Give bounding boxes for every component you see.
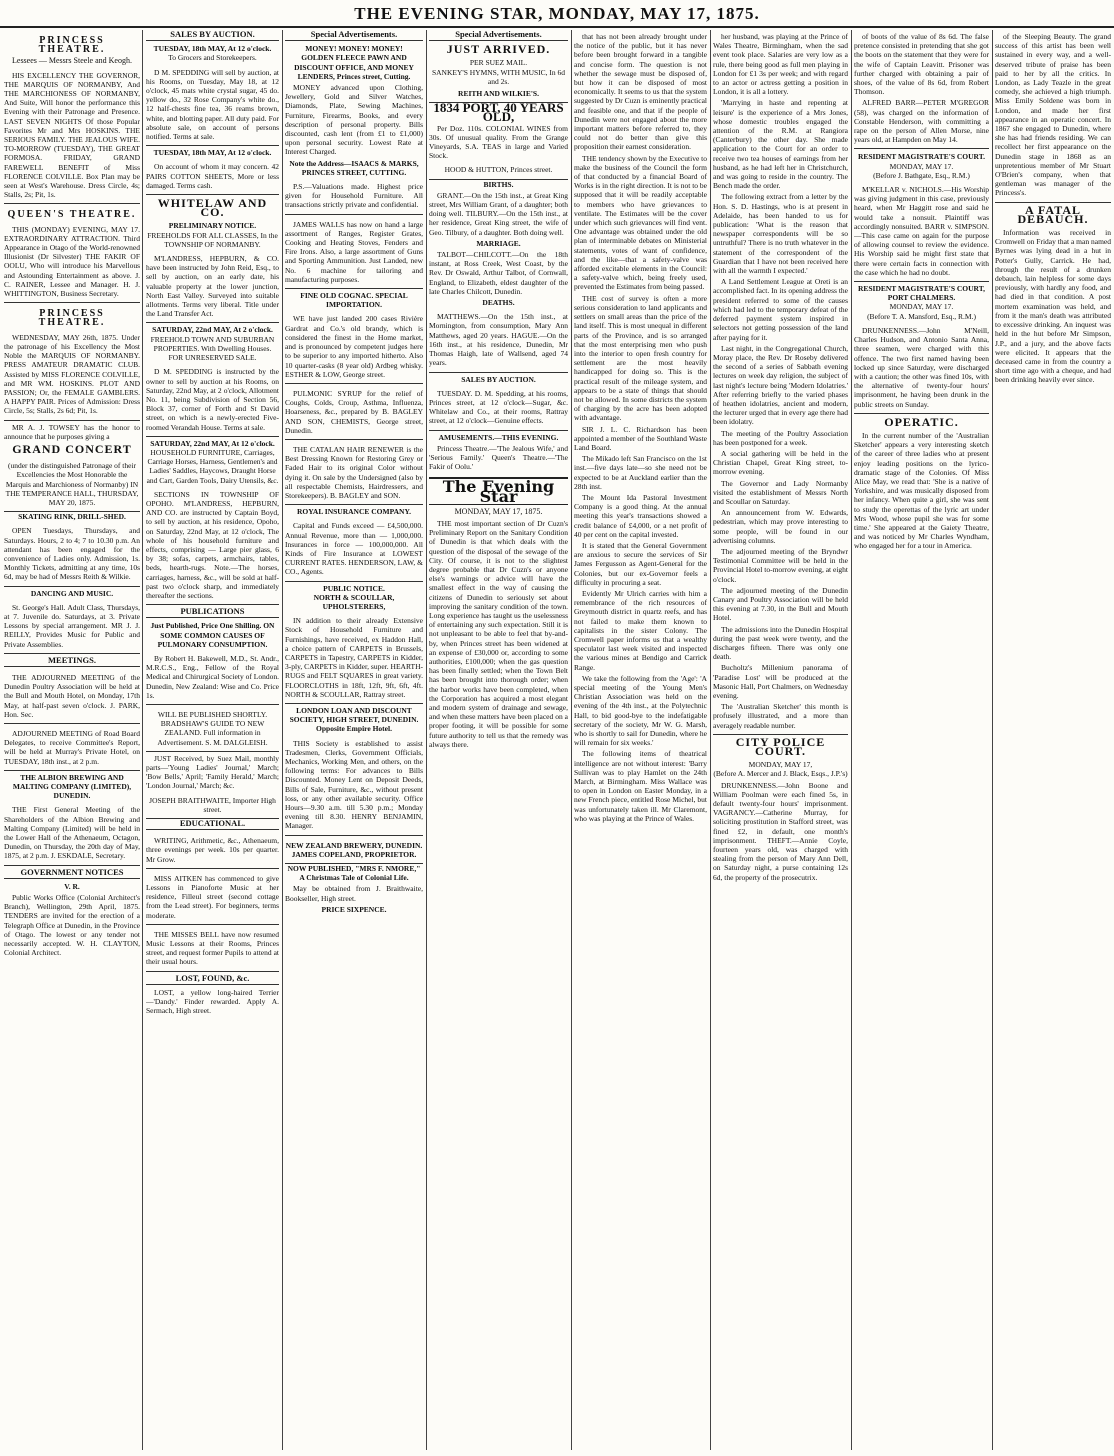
braithwaite-signature: JOSEPH BRAITHWAITE, Importer High street. — [146, 793, 279, 819]
auction-5-title: HOUSEHOLD FURNITURE, Carriages, Carriage Horses, Harness, Gentlemen's and Ladies' Saddles, Haycows, Draught Horse and Cart, Garden Tools, Dairy Utensils, &c. — [146, 447, 279, 485]
auction-1-date: TUESDAY, 18th MAY, At 12 o'clock. — [153, 44, 272, 54]
column-5-editorial — [574, 30, 707, 1450]
amusements-heading: AMUSEMENTS.—THIS EVENING. — [438, 432, 559, 442]
london-loan-heading: LONDON LOAN AND DISCOUNT SOCIETY, HIGH STREET, DUNEDIN. Opposite Empire Hotel. — [289, 706, 419, 734]
auction-2-date: TUESDAY, 18th MAY, At 12 o'clock. — [153, 148, 272, 158]
port-wine-body: Per Doz. 110s. COLONIAL WINES from 30s. Of unusual quality. From the Grange Vineyards, S.A. TEAS in large and Varied Stock. — [429, 123, 568, 161]
pulmonic-syrup-ad: PULMONIC SYRUP for the relief of Coughs, Colds, Croup, Asthma, Influenza, Hoarseness, &c., prepared by B. BAGLEY AND SON, CHEMISTS, George street, Dunedin. — [285, 386, 423, 440]
auction-1-body: D M. SPEDDING will sell by auction, at his Rooms, on Tuesday, May 18, at 12 o'clock, 45 mats white crystal sugar, 45 do. yellow do., 32 Rose Company's white do., 12 half-chests fine tea, 36 reams brown, white, and blotting paper. All duty paid. For absolute sale, on account of persons notified. Terms at sale. — [146, 65, 279, 147]
news-item: Evidently Mr Ulrich carries with him a remembrance of the rich resources of Greymouth district in quartz reefs, and has not failed to make them known to capitalists in the sister Colony. The Cromwell paper informs us that a wealthy speculator last week visited and inspected the various mines at Bendigo and Carrick Range. — [574, 588, 707, 672]
police-court-date: MONDAY, MAY 17, — [748, 760, 813, 770]
sales-by-auction-heading: SALES BY AUCTION. — [146, 30, 279, 41]
news-item: SIR J. L. C. Richardson has been appointed a member of the Southland Waste Land Board. — [574, 424, 707, 452]
births-body: GRANT.—On the 15th inst., at Great King street, Mrs William Grant, of a daughter; both doing well. TILBURY.—On the 15th inst., at her residence, Great King street, the wife of Geo. Tilbury, of a daughter. Both doing well. — [429, 190, 568, 237]
police-court-bench: (Before A. Mercer and J. Black, Esqs., J.P.'s) — [713, 769, 848, 779]
preliminary-notice: PRELIMINARY NOTICE. — [168, 221, 257, 231]
column-divider — [426, 30, 427, 1450]
queens-theatre-heading: QUEEN'S THEATRE. — [7, 209, 137, 221]
isaacs-marks-body: P.S.—Valuations made. Highest price given for Household Furniture. All transactions strictly private and confidential. — [285, 179, 423, 215]
government-notices-heading: GOVERNMENT NOTICES — [4, 868, 140, 879]
leader-dateline: MONDAY, MAY 17, 1875. — [454, 506, 543, 516]
news-item: of boots of the value of 8s 6d. The false pretence consisted in pretending that she got the boots on the statement that they were for the wife of Captain Leavitt. Prisoner was further charged with obtaining a pair of shoes, of the value of 8s 6d, from Robert Thomson. — [854, 32, 989, 97]
per-suez-mail: PER SUEZ MAIL. — [469, 58, 528, 68]
skating-rink-heading: SKATING RINK, DRILL-SHED. — [18, 512, 126, 522]
meetings-section-heading: MEETINGS. — [4, 656, 140, 667]
now-published-body: May be obtained from J. Braithwaite, Bookseller, High street. — [285, 884, 423, 903]
column-divider — [992, 30, 993, 1450]
news-item: The adjourned meeting of the Bryndwr Testimonial Committee will be held in the Provincial Hotel to-morrow evening, at eight o'clock. — [713, 546, 848, 584]
isaacs-marks: Note the Address—ISAACS & MARKS, PRINCES STREET, CUTTING. — [289, 158, 419, 177]
resident-magistrate-bench: (Before J. Bathgate, Esq., R.M.) — [873, 170, 970, 180]
news-item: The meeting of the Poultry Association has been postponed for a week. — [713, 428, 848, 447]
column-8-operatic-cont — [995, 30, 1111, 1450]
catalan-hair-renewer-ad: THE CATALAN HAIR RENEWER is the Best Dressing Known for Restoring Grey or Faded Hair to its original Color without dying it. On sale by the Undersigned (also by all respectable Chemists, Hairdressers, and Storekeepers). B. BAGLEY and SON. — [285, 442, 423, 505]
bradshaw-guide: WILL BE PUBLISHED SHORTLY. BRADSHAW'S GUIDE TO NEW ZEALAND. Full information in Advertisement. S. M. DALGLEISH. — [146, 707, 279, 752]
now-published-heading: NOW PUBLISHED, "MRS F. NMORE," A Christmas Tale of Colonial Life. — [287, 864, 421, 883]
masthead: THE EVENING STAR, MONDAY, MAY 17, 1875. — [0, 4, 1114, 28]
north-scoullar-body: IN addition to their already Extensive Stock of Household Furniture and Furnishings, have received, ex Haddon Hall, a choice pattern of CARPETS in Brussels, CARPETS in Tapestry, CARPETS in Kidder, 3-ply, CARPETS in Kidder, super. HEARTH-RUGS and FELT SQUARES in great variety. FLOORCLOTHS in 18ft, 12ft, 9ft, 6ft, 4ft. NORTH & SCOULLAR, Rattray street. — [285, 613, 423, 704]
news-item: The following items of theatrical intelligence are not without interest: 'Barry Sullivan was to play Hamlet on the 24th March, at Birmingham. Miss Wallace was to open in London on Easter Monday, in a new French piece, entitled Rose Michel, but was unfortunately taken ill. Mr Claremont, who was playing at the Prince of Wales. — [574, 749, 707, 823]
queens-ad-body: THIS (MONDAY) EVENING, MAY 17. EXTRAORDINARY ATTRACTION. Third Appearance in Otago of the World-renowned Illusionist (Dr Silvester) THE FAKIR OF OOLU, Who will introduce his Marvellous and Astounding Entertainment as above. J. C. RAINER, Lessee and Manager. H. J. WHITTINGTON, Business Secretary. — [4, 222, 140, 304]
news-item: The adjourned meeting of the Dunedin Canary and Poultry Association will be held this evening at 7.30, in the Bull and Mouth Hotel. — [713, 585, 848, 623]
births-heading: BIRTHS. — [483, 179, 514, 189]
port-chalmers-date: MONDAY, MAY 17. — [889, 302, 954, 312]
fatal-debauch-heading: A FATAL DEBAUCH. — [995, 202, 1111, 224]
sales-body: TUESDAY. D. M. Spedding, at his rooms, Princes street, at 12 o'clock—Sugar, &c. Whitelaw and Co., at their rooms, Rattray street, at 12 o'clock—Genuine effects. — [429, 386, 568, 431]
fatal-debauch-body: Information was received in Cromwell on Friday that a man named Byrnes was lying dead in a hut in Potter's Gully, Carrick. He had, through the result of a drunken debauch, lain helpless for some days previously, with hardly any food, and had died in that condition. A post mortem examination was held, and from it the man's death was attributed to excessive drinking. An inquest was held in the hut before Mr Simpson, J.P., and a jury, and the above facts were elicited. It appears that the deceased came in from the country a short time ago with a cheque, and had been drinking heavily ever since. — [995, 228, 1111, 385]
news-item: ALFRED BARR—PETER M'GREGOR (58), was charged on the information of Constable Henderson, with committing a rape on the person of Allen Morse, nine years old, at Hampden on May 14. — [854, 98, 989, 145]
grand-concert-heading: GRAND CONCERT — [12, 441, 132, 456]
albion-heading: THE ALBION BREWING AND MALTING COMPANY (LIMITED), DUNEDIN. — [12, 772, 132, 801]
column-1-amusements — [4, 30, 140, 1450]
column-divider — [851, 30, 852, 1450]
skating-rink-body: OPEN Tuesdays, Thursdays, and Saturdays. Hours, 2 to 4; 7 to 10.30 p.m. An attendant has been engaged for the convenience of Ladies only. Admission, 1s. Monthly Tickets, admitting at any time, 10s 6d, may be had of Messrs Reith & Wilkie. — [4, 523, 140, 586]
towsey-notice: MR A. J. TOWSEY has the honor to announce that he purposes giving a — [4, 422, 140, 441]
government-notice-body: Public Works Office (Colonial Architect's Branch), Wellington, 29th April, 1875. TENDERS are invited for the erection of a Telegraph Office at Dunedin, in the Province of Otago. The lowest or any tender not necessarily accepted. W. H. CLAYTON, Colonial Architect. — [4, 893, 140, 958]
news-item: An announcement from W. Edwards, pedestrian, which may prove interesting to some people, will be found in our advertising columns. — [713, 508, 848, 545]
news-item: The Governor and Lady Normanby visited the establishment of Messrs North and Scoullar on Saturday. — [713, 478, 848, 506]
lost-found-heading: LOST, FOUND, &c. — [146, 974, 279, 985]
princess-ad-body: HIS EXCELLENCY THE GOVERNOR, THE MARQUIS OF NORMANBY, And THE MARCHIONESS OF NORMANBY, And Suite, Will honor the performance this Evening with their Patronage and Presence. LAST SEVEN NIGHTS Of those Popular Favorites Mr and Mrs HOSKINS. THE SERIOUS FAMILY. THE JEALOUS WIFE. TO-MORROW (TUESDAY), THE GREAT FORMOSA. FRIDAY, GRAND FAREWELL BENEFIT of Miss FLORENCE COLVILLE. Box Plan may be seen at West's Warehouse. Dress Circle, 4s; Stalls, 2s; Pit, 1s. — [4, 68, 140, 205]
police-court-body: DRUNKENNESS.—John Boone and William Poolman were each fined 5s, in default twenty-four hours' imprisonment. VAGRANCY.—Catherine Murray, for soliciting prostitution in Stafford street, was fined £2, in default, one month's imprisonment. THEFT.—Annie Coyle, fourteen years old, was charged with stealing from the person of Mary Ann Dell, on Saturday night, a purse containing 12s 6d, the property of the prosecutrix. — [713, 780, 848, 882]
column-7-courts — [854, 30, 989, 1450]
editorial-para-2: THE tendency shown by the Executive to make the business of the Council the form of that conducted by a financial Board of Works is in the right direction. It is not to be supposed that it will be readily acceptable to members who have grievances to ventilate. The Estimates will be the cover under which such grievances will find vent. One advantage was obtained under the old plan of interminable debates on Ministerial statements, votes of want of confidence, and the like—that a safety-valve was afforded excitable elements in the Council: a safety-valve which, being freely used, prevented the Estimates from being passed. — [574, 153, 707, 292]
auction-3-body: M'LANDRESS, HEPBURN, & CO. have been instructed by John Reid, Esq., to sell by auction, on an early date, his valuable property at the lower junction, North East Valley. Surveyed into suitable allotments. Terms very liberal. Title under the Land Transfer Act. — [146, 251, 279, 323]
albion-body: THE First General Meeting of the Shareholders of the Albion Brewing and Malting Company (Limited) will be held in the Lower Hall of the Athenaeum, Octagon, Dunedin, on Thursday, the 20th day of May, 1875, at 2 p.m. J. ESKDALE, Secretary. — [4, 802, 140, 865]
publication-title: Just Published, Price One Shilling. ON SOME COMMON CAUSES OF PULMONARY CONSUMPTION. — [150, 621, 275, 649]
vr-cipher: V. R. — [64, 881, 80, 891]
column-divider — [142, 30, 143, 1450]
london-loan-body: THIS Society is established to assist Tradesmen, Clerks, Government Officials, Mechanics, Working Men, and others, on the following terms: For advances to Bills Discounted. Money Lent on Deposit Deeds, Bills of Sale, Furniture, &c., without present loss, or any other available security. Office Hours—9.30 a.m. till 5.30 p.m.; Monday evening till 8.30. HENRY BENJAMIN, Manager. — [285, 736, 423, 836]
resident-magistrate-date: MONDAY, MAY 17. — [889, 161, 954, 171]
port-wine-heading: 1834 PORT, 40 YEARS OLD, — [433, 100, 564, 125]
news-item: The 'Australian Sketcher' this month is profusely illustrated, and a more than averagely readable number. — [713, 702, 848, 730]
publication-body: By Robert H. Bakewell, M.D., St. Andr., M.R.C.S., Eng., Fellow of the Royal Medical and Chirurgical Society of London. Dunedin, New Zealand: Wise and Co. Price 1s. — [146, 651, 279, 705]
special-advertisements-heading-2: Special Advertisements. — [429, 30, 568, 41]
sales-heading: SALES BY AUCTION. — [461, 374, 536, 384]
road-board-meeting: ADJOURNED MEETING of Road Board Delegates, to receive Committee's Report, will be held at Murray's Private Hotel, on TUESDAY, 18th inst., at 2 p.m. — [4, 726, 140, 771]
golden-fleece-title: GOLDEN FLEECE PAWN AND DISCOUNT OFFICE, AND MONEY LENDERS, Princes street, Cutting. — [294, 53, 414, 81]
port-chalmers-bench: (Before T. A. Mansford, Esq., R.M.) — [867, 311, 976, 321]
column-divider — [710, 30, 711, 1450]
operatic-heading: OPERATIC. — [884, 414, 959, 429]
news-item: The following extract from a letter by the Hon. S. D. Hastings, who is at present in Adelaide, has been handed to us for publication: 'What is the reason that newspaper correspondents will be so untruthful? There is no truth whatever in the statement of the correspondent of the Guardian that I have not been received here with all the warmth I expected.' — [713, 192, 848, 276]
princess-theatre-heading: PRINCESS THEATRE. — [38, 35, 106, 56]
princess-theatre-2-heading: PRINCESS THEATRE. — [38, 308, 106, 329]
news-item: her husband, was playing at the Prince of Wales Theatre, Birmingham, when the sad event took place. Salaries are very low as a rule, there being good as full men playing in London for £1 3s per week; and with regard to an actor or actress getting a position in London, it is all a lottery. — [713, 32, 848, 97]
dancing-body: St. George's Hall. Adult Class, Thursdays, at 7. Juvenile do. Saturdays, at 3. Private Lessons by special arrangement. MR J. J. REILLY, Provides Music for Public and Private Assemblies. — [4, 600, 140, 654]
princess-2-ad-body: WEDNESDAY, MAY 26th, 1875. Under the patronage of his Excellency the Most Noble the MARQUIS OF NORMANBY. PRESS AMATEUR DRAMATIC CLUB. Assisted by MISS FLORENCE COLVILLE, and MR WM. HOSKINS. PLOT AND PASSION; Or, the FEMALE GAMBLERS. A HAPPY PAIR. Prices of Admission: Dress Circle, 5s; Stalls, 2s 6d; Pit, 1s. — [4, 330, 140, 421]
news-item: Bucholtz's Millenium panorama of 'Paradise Lost' will be produced at the Masonic Hall, Port Chalmers, on Wednesday evening. — [713, 663, 848, 701]
lost-terrier: LOST, a yellow long-haired Terrier—'Dandy.' Finder rewarded. Apply A. Sermach, High street. — [146, 987, 279, 1016]
marriage-heading: MARRIAGE. — [476, 238, 521, 248]
news-item: We take the following from the 'Age': 'A special meeting of the Young Men's Christian Association was held on the evening of the 4th inst., at the Polytechnic Hall, to bid good-bye to the indefatigable secretary of the society, Mr W. G. Marsh, who is shortly to sail for Dunedin, where he will remain for six weeks.' — [574, 673, 707, 748]
cognac-body: WE have just landed 200 cases Rivière Gardrat and Co.'s old brandy, which is considered the finest in the Home market, and is pronounced by competent judges here to be superior to any imported hitherto. Also 10 quarter-casks (8 year old) Ardbeg whisky. ESTHER & LOW, George street. — [285, 311, 423, 383]
golden-fleece-body: MONEY advanced upon Clothing, Jewellery, Gold and Silver Watches, Diamonds, Plate, Sewing Machines, Furniture, Firearms, Books, and every description of personal property. Bills discounted, cash lent (from £1 to £1,000) upon personal security. Lowest Rate at Interest Charged. — [285, 83, 423, 157]
suez-mail-parts: JUST Received, by Suez Mail, monthly parts—'Young Ladies' Journal,' March; 'Bow Bells,' April; 'Family Herald,' March; 'London Journal,' March; &c. — [146, 753, 279, 791]
price-sixpence: PRICE SIXPENCE. — [321, 904, 387, 914]
deaths-heading: DEATHS. — [482, 298, 515, 308]
educational-heading: EDUCATIONAL. — [146, 819, 279, 830]
just-arrived-heading: JUST ARRIVED. — [446, 42, 551, 57]
freehold-title: FREEHOLDS FOR ALL CLASSES, In the TOWNSHIP OF NORMANBY. — [147, 230, 278, 249]
editorial-para-1: that has not been already brought under the notice of the public, but it has never before been brought forward in a tangible and concise form. The question is not whether the sewage must be disposed of, but how it can be disposed of most economically. It seems to us that the system suggested by Dr Cuzn is eminently practical and feasible one, and that if the people of Dunedin were not engaged about the more important matters before referred to, they could not do better than give this proposition their earnest consideration. — [574, 32, 707, 152]
publications-heading: PUBLICATIONS — [146, 607, 279, 618]
evening-star-title: The Evening Star — [429, 477, 568, 504]
special-advertisements-heading: Special Advertisements. — [285, 30, 423, 41]
grand-concert-body: (under the distinguished Patronage of their Excellencies the Most Honorable the Marquis and Marchioness of Normanby) IN THE TEMPERANCE HALL, THURSDAY, MAY 20, 1875. — [4, 458, 140, 512]
reith-wilkie: REITH AND WILKIE'S. — [429, 86, 568, 103]
auction-4-date: SATURDAY, 22nd MAY, At 2 o'clock. — [152, 325, 273, 335]
james-walls-ad: JAMES WALLS has now on hand a large assortment of Ranges, Register Grates, Cooking and Heating Stoves, Fenders and Fire Irons. Also, a large assortment of Guns and Sporting Ammunition. Just Landed, new No. 6 machine for tailoring and manufacturing purposes. — [285, 217, 423, 289]
auction-4-title: FREEHOLD TOWN AND SUBURBAN PROPERTIES. With Dwelling Houses. FOR UNRESERVED SALE. — [150, 334, 275, 363]
writing-classes: WRITING, Arithmetic, &c., Athenaeum, three evenings per week. 10s per quarter. Mr Grow. — [146, 833, 279, 869]
column-2-auctions — [146, 30, 279, 1450]
news-item: Last night, in the Congregational Church, Moray place, the Rev. Dr Roseby delivered the second of a series of Sabbath evening lectures on week day religion, the subject of last night's lecture being 'Modern Idolatries.' After referring briefly to the varied phases of heathen idolatries, ancient and modern, the lecturer urged that in every age there had been idolatry. — [713, 343, 848, 427]
dancing-heading: DANCING AND MUSIC. — [30, 588, 114, 598]
royal-insurance-body: Capital and Funds exceed — £4,500,000. Annual Revenue, more than — 1,000,000. Insurances in force — 100,000,000. All Kinds of Fire Insurance at LOWEST CURRENT RATES. HENDERSON, LAW, & CO., Agents. — [285, 518, 423, 581]
royal-insurance-heading: ROYAL INSURANCE COMPANY. — [296, 507, 412, 517]
column-4-notices-leader — [429, 30, 568, 1450]
news-item: A social gathering will be held in the Christian Chapel, Great King street, to-morrow evening. — [713, 448, 848, 477]
news-item: The Mikado left San Francisco on the 1st inst.—five days late—so she need not be expected to be at Auckland earlier than the 28th inst. — [574, 454, 707, 491]
auction-1-subtitle: To Grocers and Storekeepers. — [168, 53, 257, 63]
news-item: 'Marrying in haste and repenting at leisure' is the experience of a Mrs Jones, whose domestic troubles engaged the attention of the R.M. at Rangiora (Canterbury) the other day. She made application to the Court for an order to receive two tea houses of earnings from her husband, as he had left her in Christchurch, and was going to reside in the country. The Bench made the order. — [713, 98, 848, 191]
news-item: The Mount Ida Pastoral Investment Company is a good thing. At the annual meeting this year's transactions showed a credit balance of £4,000, or a net profit of 40 per cent on the capital invested. — [574, 492, 707, 539]
column-divider — [282, 30, 283, 1450]
money-heading: MONEY! MONEY! MONEY! — [305, 44, 403, 54]
amusements-body: Princess Theatre.—'The Jealous Wife,' and 'Serious Family.' Queen's Theatre.—'The Fakir of Oolu.' — [429, 443, 568, 472]
sankeys-hymns: SANKEY'S HYMNS, WITH MUSIC, In 6d and 2s. — [431, 67, 566, 86]
public-notice-heading: PUBLIC NOTICE. — [323, 583, 385, 593]
column-3-special-ads — [285, 30, 423, 1450]
resident-magistrate-heading: RESIDENT MAGISTRATE'S COURT. — [854, 148, 989, 161]
aitken-lessons: MISS AITKEN has commenced to give Lessons in Pianoforte Music at her residence, Filleul street (second cottage from the Lead street). For beginners, terms moderate. — [146, 871, 279, 925]
news-item: The admissions into the Dunedin Hospital during the past week were twenty, and the discharges fifteen. There was only one death. — [713, 624, 848, 662]
auction-5-date: SATURDAY, 22nd MAY, At 12 o'clock. — [150, 438, 275, 448]
marriage-body: TALBOT—CHILCOTT.—On the 18th instant, at Ross Creek, West Coast, by the Rev. Dr Oswald, Arthur Talbot, of Cornwall, England, to Elizabeth, eldest daughter of the late Charles Chilcott, Dunedin. — [429, 250, 568, 296]
cognac-heading: FINE OLD COGNAC. SPECIAL IMPORTATION. — [300, 291, 408, 310]
port-chalmers-body: DRUNKENNESS.—John M'Neill, Charles Hudson, and Antonio Santa Anna, three seamen, were charged with this offence. The two first named having been locked up since Saturday, were discharged with a caution; the other was fined 10s, with the alternative of twenty-four hours' imprisonment, he having been drunk in the public streets on Sunday. — [854, 323, 989, 414]
resident-magistrate-body: M'KELLAR v. NICHOLS.—His Worship was giving judgment in this case, previously heard, when Mr Haggitt rose and said he would take a nonsuit. Plaintiff was accordingly nonsuited. BARR v. SIMPSON.—This case came on again for the purpose of allowing counsel to review the evidence. His Worship said he might first state that there were certain facts in connection with the case which he had no doubt. — [854, 182, 989, 282]
north-scoullar-heading: NORTH & SCOULLAR, UPHOLSTERERS, — [313, 592, 395, 611]
news-item: A Land Settlement League at Oreti is an accomplished fact. In its opening address the president referred to some of the causes which had led to the temporary defeat of the deferred payment system inspired in selectors not getting possession of the land after paying for it. — [713, 277, 848, 342]
operatic-body: In the current number of the 'Australian Sketcher' appears a very interesting sketch of the career of three ladies who at present enjoy leading positions on the lyrico-dramatic stage of the Colonies. Of Miss Alice May, we read that: 'She is a native of Yorkshire, and was musically disposed from her infancy. When quite a girl, she was sent to study the operettas of the lyric art under Mrs Wood, whose pupil she was for some time.' She appeared at the Gaiety Theatre, and was noticed by Mr Charles Wyndham, who engaged her for a tour in America. — [854, 430, 989, 551]
editorial-para-3: THE cost of survey is often a more serious consideration to land applicants and settlers on small areas than the price of the land itself. This is most unequal in different parts of the Province, and is so arranged that the most enterprising men who push into the interior to open fresh country for settlement are the most heavily handicapped for doing so. This is the practical result of the mileage system, and appears to be a state of things that should not be allowed. In some districts the system of charging by the acre has been adopted with advantage. — [574, 293, 707, 423]
leader-article: THE most important section of Dr Cuzn's Preliminary Report on the Sanitary Condition of Dunedin is that which deals with the question of the disposal of the sewage of the City. Of course, it is not to the slightest degree probable that Dr Cuzn's or anyone else's warnings or advice will have the smallest effect in the way of causing the citizens of Dunedin to seriously set about improving the sanitary condition of the town. Long experience has taught us the uselessness of entertaining any such expectation. Still it is not unpleasant to be able to feel that by-and-by, when Princes street has been widened at an expense of £30,000 or, according to some authorities, £100,000; when the gas question has been finally settled; when the Town Belt has been brought into thorough order; when the harbor works have been completed, when the Corporation has acquired a most elegant and modern system of drainage and sewage, and when these matters have been placed on a proper footing, it will be possible for some future authority to tell us that the remedy was always there. — [429, 518, 568, 749]
news-item: It is stated that the General Government are anxious to secure the services of Sir James Fergusson as Agent-General for the Colonies, but our ex-Governor feels a difficulty in procuring a seat. — [574, 540, 707, 587]
princess-lessees: Lessees — Messrs Steele and Keogh. — [12, 56, 132, 66]
operatic-continued: of the Sleeping Beauty. The grand success of this artist has been well sustained in every way, and a well-deserved tribute of praise has been paid to her by all the critics. In London, as Lady Teazle in the great comedy, she achieved a high triumph. Miss Emily Soldene was born in London, and made her first appearance in an operatic concert. In 1867 she engaged to Dunedin, where she has had friends residing. We can recollect her first appearance on the Dunedin stage in 1868 as an unpretentious member of Mr Stuart O'Brien's company, when that gentleman was manager of the Princess's. — [995, 32, 1111, 198]
auction-4-body: D M. SPEDDING is instructed by the owner to sell by auction at his Rooms, on Saturday, 22nd May, at 2 o'clock, Allotment No. 11, being Subdivision of Section 56, Block 37, corner of Forth and St David street, on which is a newly-erected Five-roomed Verandah House. Terms at sale. — [146, 364, 279, 436]
hood-hutton: HOOD & HUTTON, Princes street. — [429, 162, 568, 179]
new-zealand-brewery: NEW ZEALAND BREWERY, DUNEDIN. JAMES COPELAND, PROPRIETOR. — [285, 838, 423, 864]
auction-2-body: On account of whom it may concern. 42 PAIRS COTTON SHEETS, More or less damaged. Terms cash. — [146, 159, 279, 195]
deaths-body: MATTHEWS.—On the 15th inst., at Mornington, from consumption, Mary Ann Matthews, aged 20 years. HAGUE.—On the 16th inst., at his residence, Dunedin, Mr Thomas Haigh, late of Wallsend, aged 74 years. — [429, 309, 568, 372]
auction-5-body: SECTIONS IN TOWNSHIP OF OPOHO. M'LANDRESS, HEPBURN, AND CO. are instructed by Captain Boyd, to sell by auction, at his residence, Opoho, on Saturday, 22nd May, at 12 o'clock, The whole of his household furniture and effects, comprising — Large pier glass, 6 by 38; sofas, carpets, armchairs, tables, beds, hearth-rugs. Note.—The horses, carriages, harness, &c., will be sold at half-past two o'clock sharp, and immediately thereafter the sections. — [146, 487, 279, 605]
poultry-meeting: THE ADJOURNED MEETING of the Dunedin Poultry Association will be held at the Bull and Mouth Hotel, on Monday, 17th May, at half-past seven o'clock. J. PARK, Hon. Sec. — [4, 670, 140, 724]
whitelaw-heading: WHITELAW AND CO. — [157, 196, 268, 220]
port-chalmers-heading: RESIDENT MAGISTRATE'S COURT, PORT CHALMERS. — [857, 284, 986, 303]
city-police-court-heading: CITY POLICE COURT. — [713, 734, 848, 756]
misses-bell-lessons: THE MISSES BELL have now resumed Music Lessons at their Rooms, Princes street, and request former Pupils to attend at their usual hours. — [146, 927, 279, 972]
column-6-news — [713, 30, 848, 1450]
column-divider — [571, 30, 572, 1450]
